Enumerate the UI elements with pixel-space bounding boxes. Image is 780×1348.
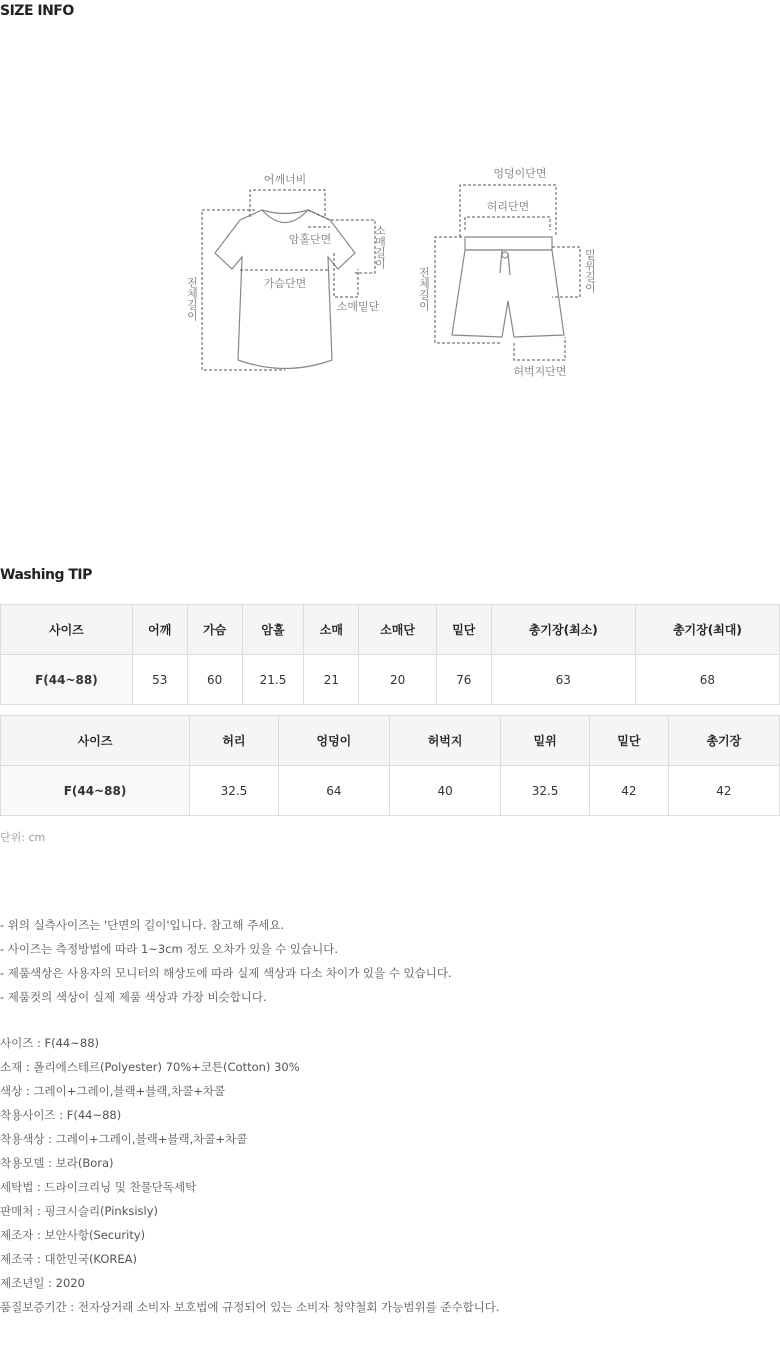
label-sleeve-length: 소매길이 — [373, 225, 387, 269]
info-item: 품질보증기간 : 전자상거래 소비자 보호법에 규정되어 있는 소비자 청약철회 가능범위를 준수합니다. — [0, 1300, 500, 1314]
info-item: 색상 : 그레이+그레이,블랙+블랙,차콜+차콜 — [0, 1084, 226, 1098]
table-header: 어깨 — [132, 605, 187, 655]
top-size-table — [0, 604, 780, 705]
washing-tip-title: Washing TIP — [0, 567, 92, 583]
table-cell: F(44~88) — [1, 766, 190, 816]
unit-note: 단위: cm — [0, 831, 46, 844]
table-header: 밑위 — [501, 716, 590, 766]
table-cell: 42 — [589, 766, 668, 816]
table-cell: 64 — [278, 766, 389, 816]
table-header: 사이즈 — [1, 605, 133, 655]
table-header: 사이즈 — [1, 716, 190, 766]
note-item: - 위의 실측사이즈는 '단면의 길이'입니다. 참고해 주세요. — [0, 918, 285, 932]
table-cell: 63 — [491, 655, 635, 705]
label-bottom-total-length: 전체길이 — [417, 267, 431, 311]
table-cell: 76 — [436, 655, 491, 705]
note-item: - 사이즈는 측정방법에 따라 1~3cm 정도 오차가 있을 수 있습니다. — [0, 942, 339, 956]
info-item: 사이즈 : F(44~88) — [0, 1036, 100, 1050]
info-item: 제조국 : 대한민국(KOREA) — [0, 1252, 138, 1266]
table-header: 가슴 — [187, 605, 242, 655]
table-header: 허리 — [190, 716, 279, 766]
product-info-list — [0, 1035, 500, 1323]
table-header: 암홀 — [242, 605, 304, 655]
table-cell: 20 — [359, 655, 437, 705]
notes-list — [0, 917, 452, 1013]
label-armhole: 암홀단면 — [288, 233, 332, 246]
label-hip: 엉덩이단면 — [493, 167, 547, 180]
label-rise: 밑위길이 — [583, 249, 597, 293]
label-waist: 허리단면 — [486, 200, 530, 213]
info-item: 판매처 : 핑크시슬리(Pinksisly) — [0, 1204, 159, 1218]
table-header: 소매단 — [359, 605, 437, 655]
size-diagram-svg — [180, 165, 610, 385]
shorts-illustration — [452, 237, 564, 337]
table-header: 밑단 — [589, 716, 668, 766]
table-cell: 53 — [132, 655, 187, 705]
info-item: 세탁법 : 드라이크리닝 및 찬물단독세탁 — [0, 1180, 197, 1194]
table-row — [1, 655, 780, 705]
bottom-size-table — [0, 715, 780, 816]
table-row — [1, 766, 780, 816]
note-item: - 제품색상은 사용자의 모니터의 해상도에 따라 실제 색상과 다소 차이가 있을 수 있습니다. — [0, 966, 452, 980]
table-cell: 32.5 — [501, 766, 590, 816]
info-item: 제조자 : 보안사항(Security) — [0, 1228, 146, 1242]
info-item: 소재 : 폴리에스테르(Polyester) 70%+코튼(Cotton) 30% — [0, 1060, 300, 1074]
label-shoulder: 어깨너비 — [263, 173, 307, 186]
info-item: 제조년일 : 2020 — [0, 1276, 85, 1290]
table-cell: 32.5 — [190, 766, 279, 816]
info-item: 착용사이즈 : F(44~88) — [0, 1108, 122, 1122]
info-item: 착용색상 : 그레이+그레이,블랙+블랙,차콜+차콜 — [0, 1132, 248, 1146]
table-cell: 40 — [390, 766, 501, 816]
size-diagram — [180, 165, 610, 385]
table-header: 총기장 — [668, 716, 779, 766]
table-cell: 21.5 — [242, 655, 304, 705]
table-header-row — [1, 716, 780, 766]
table-header: 총기장(최소) — [491, 605, 635, 655]
table-header: 소매 — [304, 605, 359, 655]
label-sleeve-hem: 소매밑단 — [336, 300, 380, 313]
table-header: 엉덩이 — [278, 716, 389, 766]
table-header-row — [1, 605, 780, 655]
label-chest: 가슴단면 — [263, 277, 307, 290]
label-top-total-length: 전체길이 — [185, 277, 199, 321]
table-cell: 60 — [187, 655, 242, 705]
table-header: 밑단 — [436, 605, 491, 655]
table-header: 총기장(최대) — [635, 605, 779, 655]
table-cell: 21 — [304, 655, 359, 705]
table-header: 허벅지 — [390, 716, 501, 766]
table-cell: 42 — [668, 766, 779, 816]
info-item: 착용모델 : 보라(Bora) — [0, 1156, 114, 1170]
label-thigh: 허벅지단면 — [513, 365, 567, 378]
size-info-title: SIZE INFO — [0, 3, 74, 19]
note-item: - 제품컷의 색상이 실제 제품 색상과 가장 비슷합니다. — [0, 990, 267, 1004]
table-cell: 68 — [635, 655, 779, 705]
table-cell: F(44~88) — [1, 655, 133, 705]
